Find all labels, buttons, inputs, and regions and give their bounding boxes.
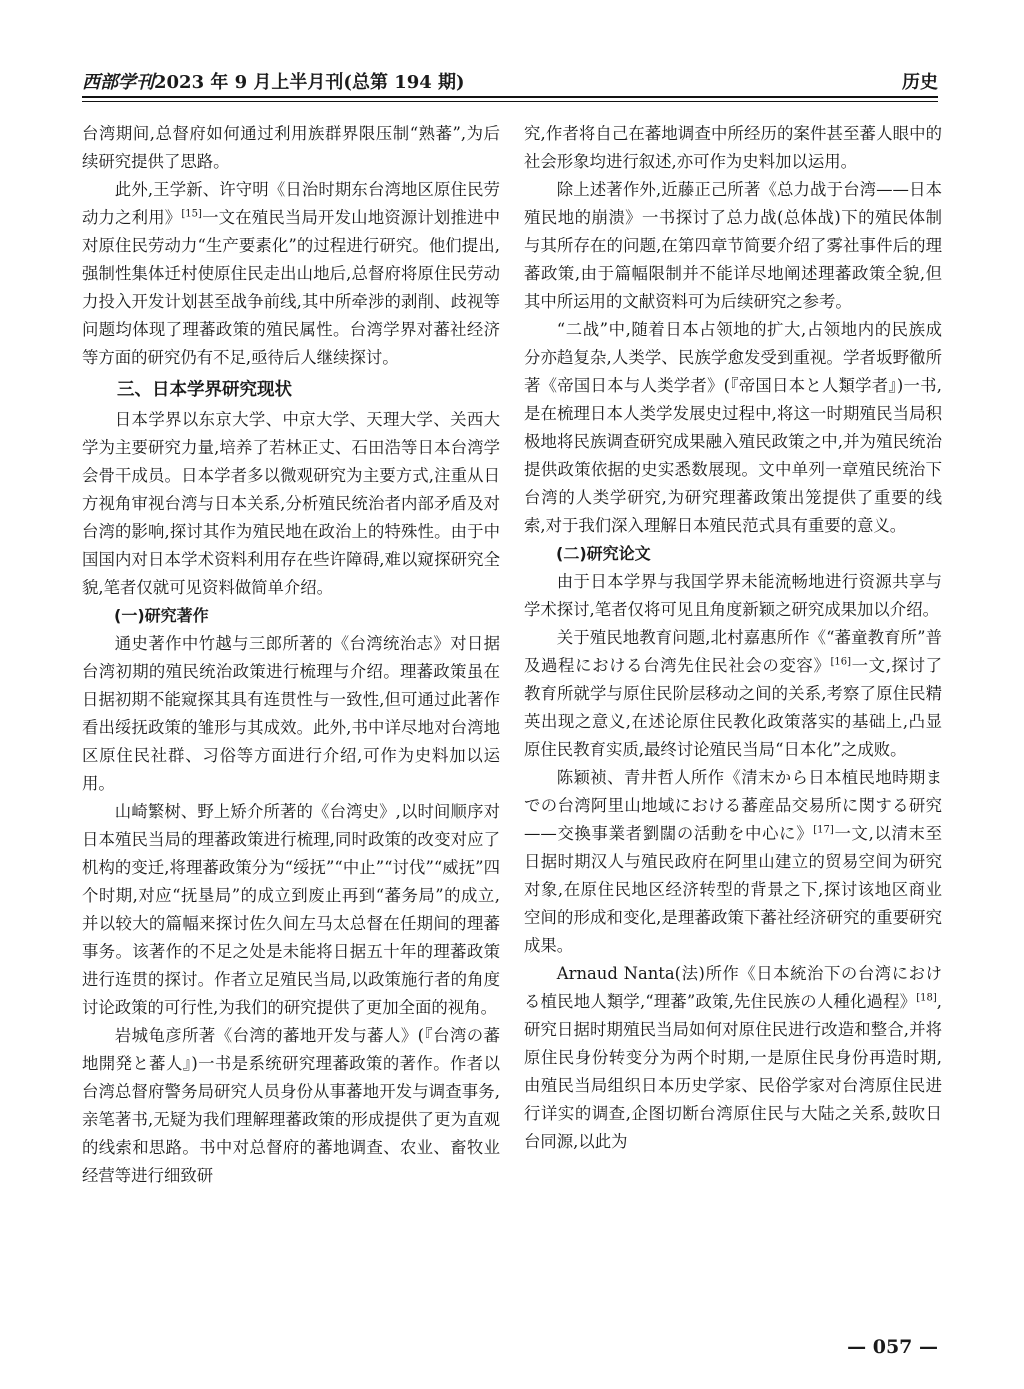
paragraph-text: 陈颖祯、青井哲人所作《清末から日本植民地時期までの台湾阿里山地域における蕃産品交易所に関する研究——交換事業者劉闊の活動を中心に》 bbox=[524, 768, 942, 843]
paragraph-text: 一文在殖民当局开发山地资源计划推进中对原住民劳动力“生产要素化”的过程进行研究。他们提出,强制性集体迁村使原住民走出山地后,总督府将原住民劳动力投入开发计划甚至战争前线,其中所牵涉的剥削、歧视等问题均体现了理蕃政策的殖民属性。台湾学界对蕃社经济等方面的研究仍有不足,亟待后人继续探讨。 bbox=[82, 208, 501, 367]
journal-logo: 西部学刊 bbox=[82, 72, 154, 93]
header-rule bbox=[82, 96, 938, 98]
paragraph-text: Arnaud Nanta(法)所作《日本統治下の台湾における植民地人類学,“理蕃”政策,先住民族の人種化過程》 bbox=[524, 964, 942, 1011]
paragraph: 台湾期间,总督府如何通过利用族群界限压制“熟蕃”,为后续研究提供了思路。 bbox=[82, 124, 500, 171]
right-column bbox=[524, 120, 942, 1156]
paragraph: 由于日本学界与我国学界未能流畅地进行资源共享与学术探讨,笔者仅将可见且角度新颖之研究成果加以介绍。 bbox=[524, 572, 942, 619]
header-rule-thin bbox=[82, 101, 938, 102]
journal-issue: 2023 年 9 月上半月刊(总第 194 期) bbox=[154, 72, 465, 93]
paragraph-text: 关于殖民地教育问题,北村嘉惠所作《“蕃童教育所”普及過程における台湾先住民社会の変容》 bbox=[524, 628, 942, 675]
subsection-heading: (二)研究论文 bbox=[556, 544, 651, 563]
journal-title bbox=[82, 68, 465, 94]
paragraph bbox=[524, 960, 942, 1156]
paragraph: 除上述著作外,近藤正己所著《总力战于台湾——日本殖民地的崩溃》一书探讨了总力战(总体战)下的殖民体制与其所存在的问题,在第四章节简要介绍了雾社事件后的理蕃政策,由于篇幅限制并不能详尽地阐述理蕃政策全貌,但其中所运用的文献资料可为后续研究之参考。 bbox=[524, 180, 942, 311]
paragraph bbox=[524, 624, 942, 764]
left-column bbox=[82, 120, 500, 1190]
paragraph: 山崎繁树、野上矫介所著的《台湾史》,以时间顺序对日本殖民当局的理蕃政策进行梳理,同时政策的改变对应了机构的变迁,将理蕃政策分为“绥抚”“中止”“讨伐”“威抚”四个时期,对应“抚垦局”的成立到废止再到“蕃务局”的成立,并以较大的篇幅来探讨佐久间左马太总督在任期间的理蕃事务。该著作的不足之处是未能将日据五十年的理蕃政策进行连贯的探讨。作者立足殖民当局,以政策施行者的角度讨论政策的可行性,为我们的研究提供了更加全面的视角。 bbox=[82, 802, 500, 1017]
paragraph: 岩城龟彦所著《台湾的蕃地开发与蕃人》(『台湾の蕃地開発と蕃人』)一书是系统研究理蕃政策的著作。作者以台湾总督府警务局研究人员身份从事蕃地开发与调查事务,亲笔著书,无疑为我们理解理蕃政策的形成提供了更为直观的线索和思路。书中对总督府的蕃地调查、农业、畜牧业经营等进行细致研 bbox=[82, 1026, 500, 1185]
citation: [15] bbox=[181, 208, 202, 220]
citation: [18] bbox=[916, 992, 937, 1004]
citation: [17] bbox=[813, 824, 834, 836]
page-number: — 057 — bbox=[847, 1336, 938, 1358]
paragraph-text: 此外,王学新、许守明《日治时期东台湾地区原住民劳动力之利用》 bbox=[82, 180, 500, 227]
paragraph: 日本学界以东京大学、中京大学、天理大学、关西大学为主要研究力量,培养了若林正丈、石田浩等日本台湾学会骨干成员。日本学者多以微观研究为主要方式,注重从日方视角审视台湾与日本关系,分析殖民统治者内部矛盾及对台湾的影响,探讨其作为殖民地在政治上的特殊性。由于中国国内对日本学术资料利用存在些许障碍,难以窥探研究全貌,笔者仅就可见资料做简单介绍。 bbox=[82, 410, 500, 597]
paragraph bbox=[524, 764, 942, 960]
paragraph-text: ,研究日据时期殖民当局如何对原住民进行改造和整合,并将原住民身份转变分为两个时期,一是原住民身份再造时期,由殖民当局组织日本历史学家、民俗学家对台湾原住民进行详实的调查,企图切断台湾原住民与大陆之关系,鼓吹日台同源,以此为 bbox=[524, 992, 942, 1151]
paragraph bbox=[82, 176, 500, 372]
paragraph-text: 一文,探讨了教育所就学与原住民阶层移动之间的关系,考察了原住民精英出现之意义,在述论原住民教化政策落实的基础上,凸显原住民教育实质,最终讨论殖民当局“日本化”之成败。 bbox=[524, 656, 942, 759]
paragraph: 通史著作中竹越与三郎所著的《台湾统治志》对日据台湾初期的殖民统治政策进行梳理与介绍。理蕃政策虽在日据初期不能窥探其具有连贯性与一致性,但可通过此著作看出绥抚政策的雏形与其成效。此外,书中详尽地对台湾地区原住民社群、习俗等方面进行介绍,可作为史料加以运用。 bbox=[82, 634, 500, 793]
subsection-heading: (一)研究著作 bbox=[114, 606, 209, 625]
paragraph-text: 一文,以清末至日据时期汉人与殖民政府在阿里山建立的贸易空间为研究对象,在原住民地区经济转型的背景之下,探讨该地区商业空间的形成和变化,是理蕃政策下蕃社经济研究的重要研究成果。 bbox=[524, 824, 942, 955]
paragraph: 究,作者将自己在蕃地调查中所经历的案件甚至蕃人眼中的社会形象均进行叙述,亦可作为史料加以运用。 bbox=[524, 124, 942, 171]
citation: [16] bbox=[830, 656, 852, 668]
section-heading: 三、日本学界研究现状 bbox=[117, 380, 292, 400]
section-label: 历史 bbox=[902, 72, 938, 93]
running-header bbox=[82, 66, 938, 96]
paragraph: “二战”中,随着日本占领地的扩大,占领地内的民族成分亦趋复杂,人类学、民族学愈发受到重视。学者坂野徹所著《帝国日本与人类学者》(『帝国日本と人類学者』)一书,是在梳理日本人类学发展史过程中,将这一时期殖民当局积极地将民族调查研究成果融入殖民政策之中,并为殖民统治提供政策依据的史实悉数展现。文中单列一章殖民统治下台湾的人类学研究,为研究理蕃政策出笼提供了重要的线索,对于我们深入理解日本殖民范式具有重要的意义。 bbox=[524, 320, 942, 535]
